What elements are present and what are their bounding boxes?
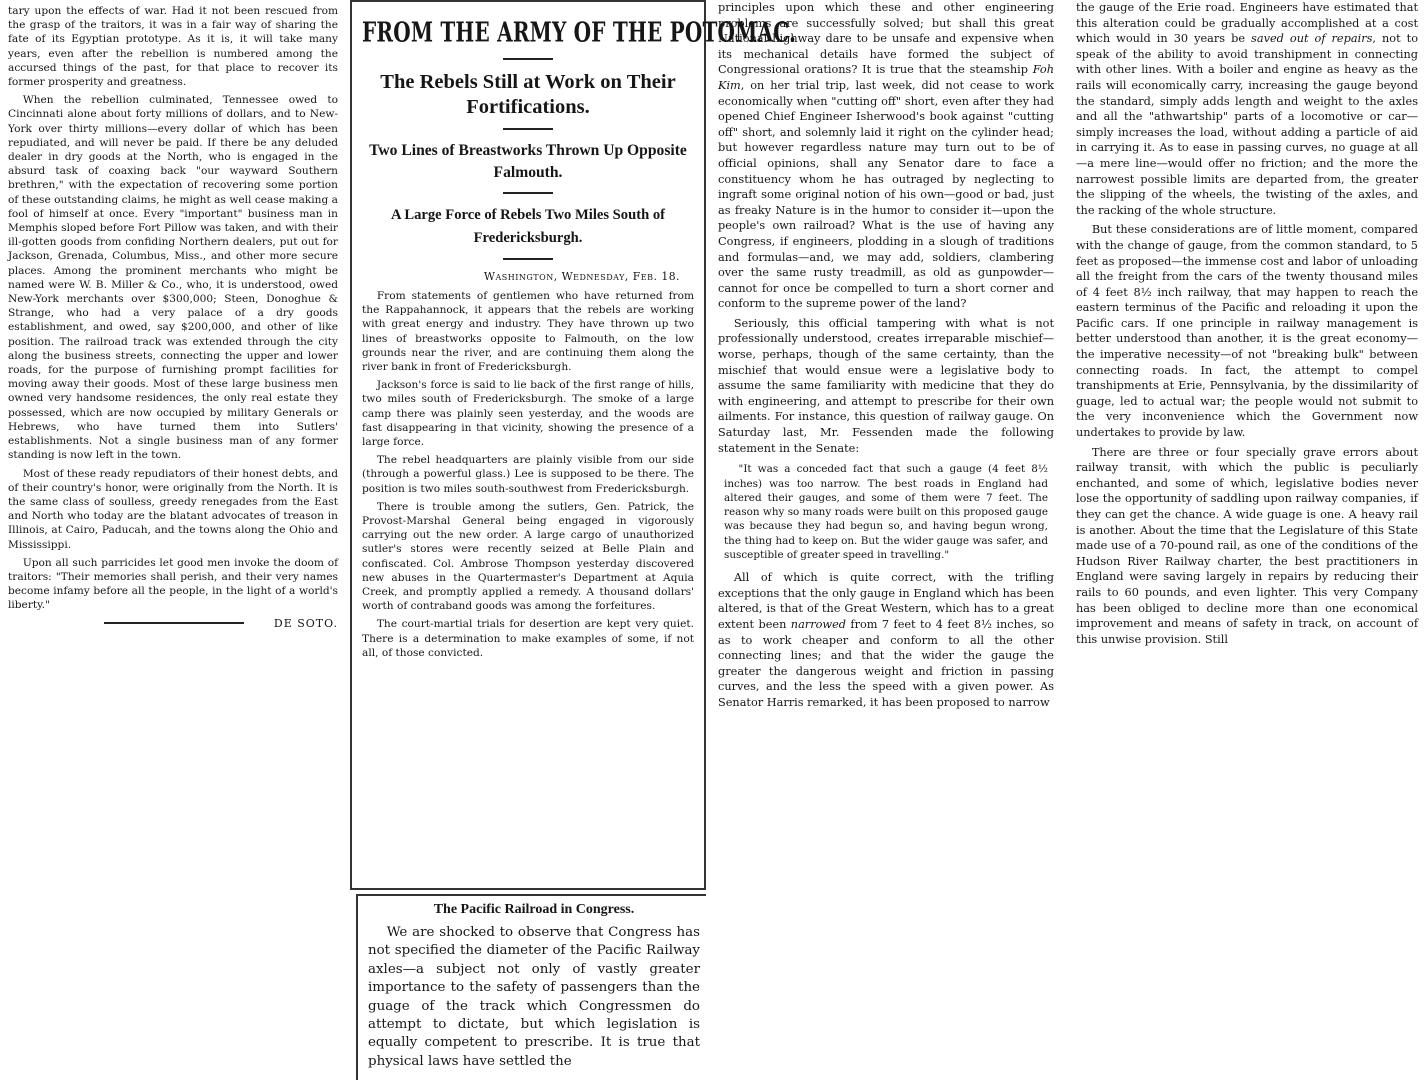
column-1	[0, 0, 346, 1080]
col3-paragraph	[718, 0, 1054, 312]
col1-paragraph: tary upon the effects of war. Had it not been rescued from the grasp of the traitors, it was in a fair way of sharing the fate of its Egyptian prototype. As it is, it will take many years, even after the rebellion is numbered among the accursed things of the past, for that place to recover its former prosperity and greatness.	[8, 5, 338, 89]
emphasis: saved out of repairs	[1251, 32, 1373, 46]
text-run: , not to speak of the ability to avoid transhipment in connecting with other lines. With a boiler and engine as heavy as the rails will economically carry, increasing the gauge beyond the standard, simply adds length and weight to the axles and all the "athwartship" parts of a locomotive or car—simply increases the load, without adding a particle of aid in carrying it. As to ease in passing curves, no guage at all—a mere line—would offer no friction; and the more the narrowest possible limits are departed from, the greater the slipping of the wheels, the twisting of the axles, and the racking of the whole structure.	[1076, 32, 1418, 217]
divider-rule	[503, 192, 553, 194]
col3-paragraph	[718, 570, 1054, 710]
col1-paragraph: Upon all such parricides let good men invoke the doom of traitors: "Their memories shall perish, and their very names become infamy before all the people, in the light of a world's liberty."	[8, 556, 338, 612]
text-run: , on her trial trip, last week, did not cease to work economically when "cutting off" short, even after they had opened Chief Engineer Isherwood's book against "cutting off" short, and solemnly laid it right on the cylinder head; but however regardless nature may turn out to be of official opinions, shall any Senator dare to face a constituency whom he has outraged by neglecting to ingraft some original notion of his own—good or bad, just as freaky Nature is in the humor to consider it—upon the people's own railroad? What is the use of having any Congress, if engineers, plodding in a slough of traditions and formulas—and, we may add, soldiers, clambering over the same rusty treadmill, as old as gunpowder—cannot for once be compelled to turn a short corner and conform to the supreme power of the land?	[718, 78, 1054, 311]
divider-rule	[503, 58, 553, 60]
divider-rule	[503, 128, 553, 130]
text-run: All of which is quite correct, with the trifling exceptions that the only gauge in England which has been altered, is that of the Great Western, which has to a great extent been	[718, 571, 1054, 632]
emphasis: narrowed	[790, 618, 846, 632]
col1-paragraph: When the rebellion culminated, Tennessee owed to Cincinnati alone about forty millions of dollars, and to New-York over thirty millions—every dollar of which has been repudiated, and will never be paid. If there be any deluded dealer in dry goods at the North, who is engaged in the absurd task of coaxing back "our wayward Southern brethren," with the expectation of recovering some portion of these outstanding claims, he might as well cease making a fool of himself at once. Every "important" business man in Memphis sloped before Fort Pillow was taken, and with their ill-gotten goods from confiding Northern dealers, put out for Jackson, Grenada, Columbus, Miss., and other more secure places. Among the prominent merchants who might be named were W. B. Miller & Co., who, it is understood, owed New-York merchants over $300,000; Steen, Donoghue & Strange, who had a very palace of a dry goods establishment, and owed, say $200,000, and other of like position. The railroad track was extended through the city along the business streets, connecting the upper and lower roads, for the purpose of furnishing prompt facilities for moving away their goods. Most of these large business men owned very handsome residences, the only real estate they possessed, which are now occupied by military Generals or Hebrews, who have turned them into Sutlers' establishments. Not a single business man of any former standing is now left in the town.	[8, 94, 338, 462]
article-paragraph: We are shocked to observe that Congress has not specified the diameter of the Pacific Railway axles—a subject not only of vastly greater importance to the safety of passengers than the guage of the track which Congressmen do attempt to dictate, but which legislation is equally competent to prescribe. It is true that physical laws have settled the	[368, 925, 700, 1069]
headline-secondary: Two Lines of Breastworks Thrown Up Opposite Falmouth.	[369, 142, 687, 181]
col4-paragraph: There are three or four specially grave errors about railway transit, with which the public is peculiarly enchanted, and some of which, legislative bodies never lose the opportunity of saddling upon railway companies, if they can get the chance. A wide guage is one. A heavy rail is another. About the time that the Legislature of this State made use of a 70-pound rail, as one of the conditions of the Hudson River Railway charter, the best practitioners in England were saving largely in repairs by reducing their rails to 60 pounds, and even lighter. This very Company has been obliged to decline more than one economical improvement and means of safety in track, on account of this unwise provision. Still	[1076, 445, 1418, 646]
ship-name: Foh Kim	[718, 63, 1054, 92]
masthead: FROM THE ARMY OF THE POTOMAC.	[362, 16, 797, 49]
col1-paragraph: Most of these ready repudiators of their honest debts, and of their country's honor, were originally from the North. It is the same class of soulless, greedy renegades from the East and North who today are the blatant advocates of treason in Illinois, at Cairo, Paducah, and the towns along the Ohio and Mississippi.	[8, 467, 338, 551]
senate-quote: "It was a conceded fact that such a gauge (4 feet 8½ inches) was too narrow. The best roads in England had altered their gauges, and some of them were 7 feet. The reason why so many roads were built on this proposed gauge was because they had begun so, and having begun wrong, the thing had to keep on. But the wider gauge was safer, and susceptible of greater speed in travelling."	[724, 463, 1048, 561]
article-paragraph: Jackson's force is said to lie back of the first range of hills, two miles south of Fredericksburgh. The smoke of a large camp there was plainly seen yesterday, and the woods are fast disappearing in that vicinity, showing the presence of a large force.	[362, 379, 694, 449]
column-3	[710, 0, 1062, 1080]
headline-primary: The Rebels Still at Work on Their Fortifications.	[380, 71, 676, 118]
text-run: from 7 feet to 4 feet 8½ inches, so as to work cheaper and conform to all the other connecting lines; and that the wider the gauge the greater the dangerous weight and friction in passing curves, and the less the speed with a given power. As Senator Harris remarked, it has been proposed to narrow	[718, 618, 1054, 710]
divider-rule	[503, 258, 553, 260]
signature-rule	[104, 622, 244, 624]
article-title: The Pacific Railroad in Congress.	[433, 902, 635, 917]
signature: DE SOTO.	[273, 616, 338, 630]
headline-tertiary: A Large Force of Rebels Two Miles South of Fredericksburgh.	[390, 207, 665, 246]
army-article	[350, 0, 797, 890]
text-run: the gauge of the Erie road. Engineers have estimated that this alteration could be gradually accomplished at a cost which would in 30 years be	[1076, 1, 1418, 46]
col4-paragraph: But these considerations are of little moment, compared with the change of gauge, from the common standard, to 5 feet as proposed—the immense cost and labor of unloading all the freight from the cars of the twenty thousand miles of 4 feet 8½ inch railway, that may happen to reach the eastern terminus of the Pacific and reloading it upon the Pacific cars. If one principle in railway management is better understood than another, it is the great economy—the imperative necessity—of not "breaking bulk" between connecting roads. In fact, the attempt to compel transhipments at Erie, Pennsylvania, by the dissimilarity of guage, led to actual war; the people would not submit to the very inconvenience which the Government now undertakes to provide by law.	[1076, 223, 1418, 440]
article-paragraph: There is trouble among the sutlers, Gen. Patrick, the Provost-Marshal General being engaged in vigorously carrying out the new order. A large cargo of unauthorized sutler's stores were recently seized at Belle Plain and confiscated. Col. Ambrose Thompson yesterday discovered new abuses in the Quartermaster's Department at Aquia Creek, and promptly applied a remedy. A thousand dollars' worth of contraband goods was among the forfeitures.	[362, 500, 694, 613]
column-4	[1066, 0, 1428, 1080]
column-2	[350, 0, 797, 1080]
col3-paragraph: Seriously, this official tampering with what is not professionally understood, creates irreparable mischief—worse, perhaps, though of the same certainty, than the mischief that would ensue were a legislative body to assume the same familiarity with medicine that they do with engineering, and attempt to prescribe for their own ailments. For instance, this question of railway gauge. On Saturday last, Mr. Fessenden made the following statement in the Senate:	[718, 316, 1054, 455]
signature-row	[8, 617, 338, 630]
col4-paragraph	[1076, 0, 1418, 218]
article-paragraph: The rebel headquarters are plainly visible from our side (through a powerful glass.) Lee is supposed to be there. The position is two miles south-southwest from Fredericksburgh.	[362, 454, 694, 495]
dateline: Washington, Wednesday, Feb. 18.	[483, 270, 680, 283]
article-paragraph: From statements of gentlemen who have returned from the Rappahannock, it appears that the rebels are working with great energy and industry. They have thrown up two lines of breastworks opposite to Falmouth, on the low grounds near the river, and are continuing them along the river bank in front of Fredericksburgh.	[362, 290, 694, 374]
pacific-railroad-article	[356, 894, 706, 1080]
article-paragraph: The court-martial trials for desertion are kept very quiet. There is a determination to make examples of some, if not all, of those convicted.	[362, 618, 694, 659]
text-run: principles upon which these and other engineering problems are successfully solved; but shall this great National highway dare to be unsafe and expensive when its mechanical details have formed the subject of Congressional orations? It is true that the steamship	[718, 1, 1054, 77]
